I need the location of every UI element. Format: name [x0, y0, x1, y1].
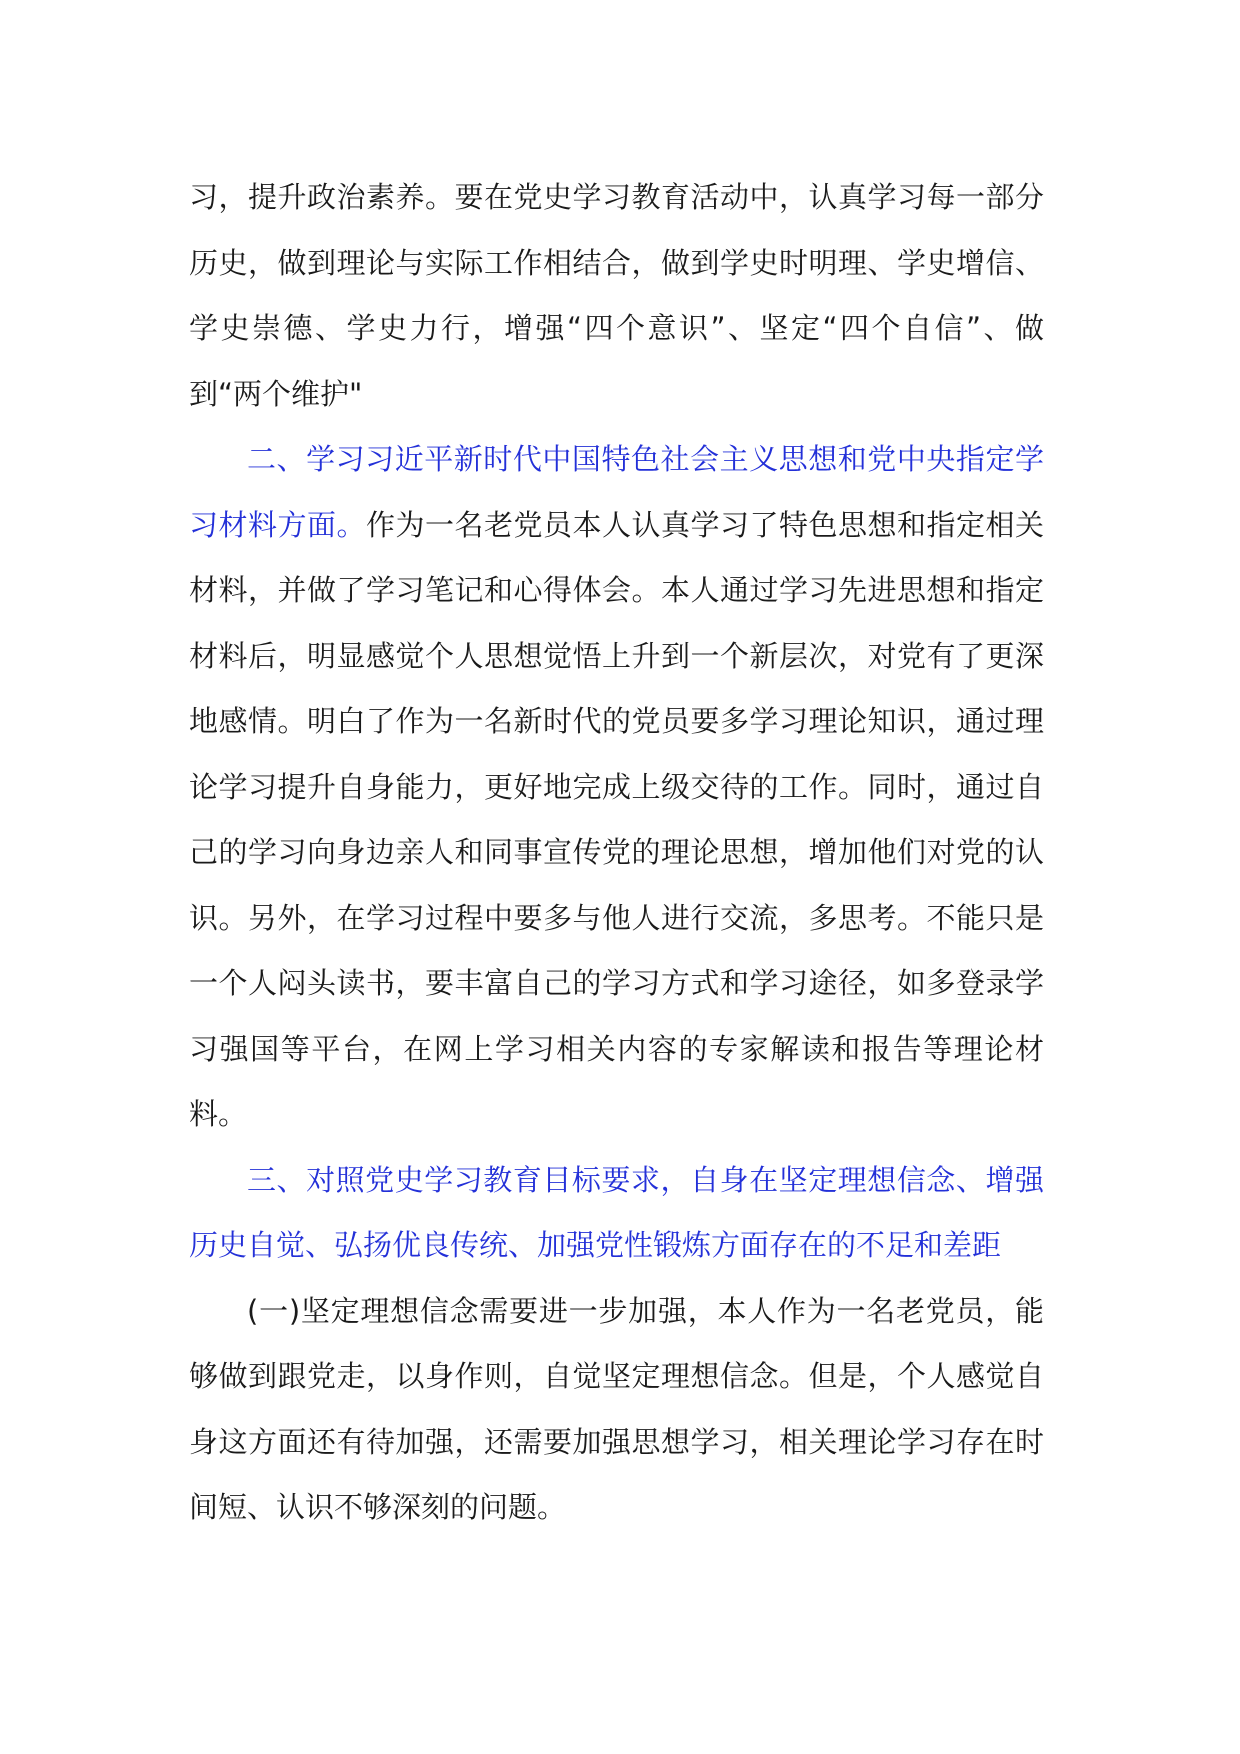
- section-three-heading: 三、对照党史学习教育目标要求，自身在坚定理想信念、增强历史自觉、弘扬优良传统、加强党性锻炼方面存在的不足和差距: [189, 1162, 1044, 1262]
- section-two-heading: 二、学习习近平新时代中国特色社会主义思想和党中央指定学习材料方面。: [189, 442, 1044, 542]
- section-two-body: 作为一名老党员本人认真学习了特色思想和指定相关材料，并做了学习笔记和心得体会。本人通过学习先进思想和指定材料后，明显感觉个人思想觉悟上升到一个新层次，对党有了更深地感情。明白了作为一名新时代的党员要多学习理论知识，通过理论学习提升自身能力，更好地完成上级交待的工作。同时，通过自己的学习向身边亲人和同事宣传党的理论思想，增加他们对党的认识。另外，在学习过程中要多与他人进行交流，多思考。不能只是一个人闷头读书，要丰富自己的学习方式和学习途径，如多登录学习强国等平台，在网上学习相关内容的专家解读和报告等理论材料。: [189, 507, 1044, 1131]
- paragraph-continuation: 习，提升政治素养。要在党史学习教育活动中，认真学习每一部分历史，做到理论与实际工作相结合，做到学史时明理、学史增信、学史崇德、学史力行，增强“四个意识”、坚定“四个自信”、做到“两个维护": [189, 180, 1044, 411]
- document-page: [189, 165, 1044, 1541]
- subsection-one-paragraph: (一)坚定理想信念需要进一步加强，本人作为一名老党员，能够做到跟党走，以身作则，自觉坚定理想信念。但是，个人感觉自身这方面还有待加强，还需要加强思想学习，相关理论学习存在时间短、认识不够深刻的问题。: [189, 1293, 1044, 1524]
- section-two-paragraph: [189, 427, 1044, 1148]
